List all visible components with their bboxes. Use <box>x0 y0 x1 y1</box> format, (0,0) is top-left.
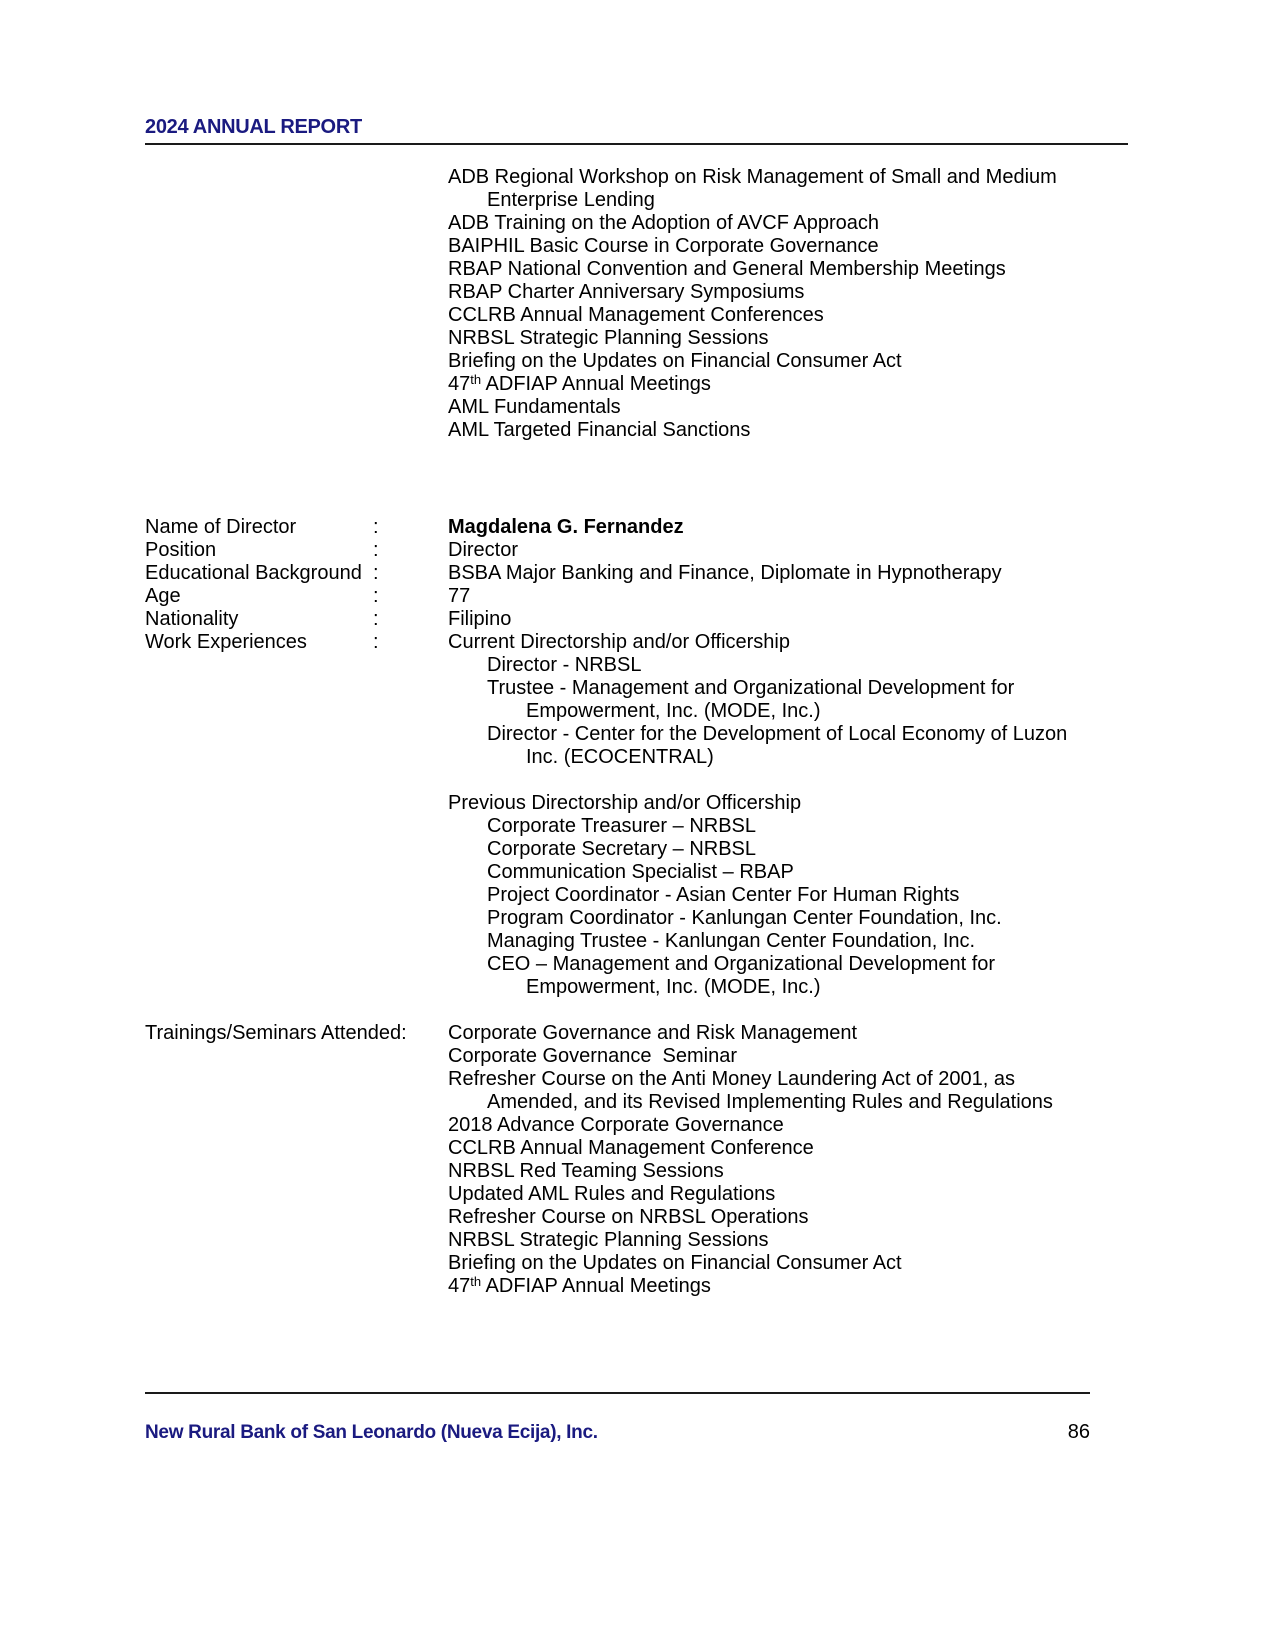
text-line: CCLRB Annual Management Conferences <box>448 304 824 326</box>
footer-page-number: 86 <box>1067 1421 1090 1443</box>
field-colon: : <box>373 585 379 607</box>
text-line: Updated AML Rules and Regulations <box>448 1183 776 1205</box>
text-line: CEO – Management and Organizational Development for <box>487 953 996 975</box>
info-row <box>145 1229 1150 1252</box>
field-label-text: Work Experiences <box>145 631 307 653</box>
text-line: Empowerment, Inc. (MODE, Inc.) <box>526 976 821 998</box>
text-run: ADFIAP Annual Meetings <box>481 373 711 395</box>
text-line: Enterprise Lending <box>487 189 655 211</box>
info-row <box>145 1160 1150 1183</box>
text-line: Amended, and its Revised Implementing Rules and Regulations <box>487 1091 1053 1113</box>
field-label <box>145 608 448 631</box>
text-line: NRBSL Strategic Planning Sessions <box>448 327 769 349</box>
info-row <box>145 631 1150 654</box>
text-line: Refresher Course on NRBSL Operations <box>448 1206 809 1228</box>
text-line <box>448 373 1148 396</box>
text-line: Project Coordinator - Asian Center For Human Rights <box>487 884 960 906</box>
text-run: ADFIAP Annual Meetings <box>481 1275 711 1297</box>
text-line: Communication Specialist – RBAP <box>487 861 794 883</box>
text-line: Briefing on the Updates on Financial Consumer Act <box>448 1252 902 1274</box>
field-label <box>145 516 448 539</box>
field-value: 77 <box>448 585 471 607</box>
field-label <box>145 539 448 562</box>
blank-line <box>448 769 1150 792</box>
report-title: 2024 ANNUAL REPORT <box>145 116 362 138</box>
superscript-text: th <box>470 372 482 387</box>
field-label <box>145 1022 448 1045</box>
info-row <box>145 585 1150 608</box>
text-line: AML Fundamentals <box>448 396 621 418</box>
info-row <box>145 930 1150 953</box>
text-line: RBAP Charter Anniversary Symposiums <box>448 281 805 303</box>
info-row <box>145 884 1150 907</box>
page-header <box>145 116 1128 145</box>
field-label <box>145 562 448 585</box>
field-label-text: Educational Background <box>145 562 362 584</box>
text-line: Corporate Governance Seminar <box>448 1045 738 1067</box>
info-row <box>145 815 1150 838</box>
info-row <box>145 1022 1150 1045</box>
text-line <box>448 1275 1150 1298</box>
blank-line <box>448 999 1150 1022</box>
text-line: Corporate Secretary – NRBSL <box>487 838 757 860</box>
field-label-text: Position <box>145 539 217 561</box>
text-line: ADB Training on the Adoption of AVCF Approach <box>448 212 880 234</box>
field-value: Corporate Governance and Risk Management <box>448 1022 858 1044</box>
info-row <box>145 953 1150 976</box>
header-rule <box>145 143 1128 145</box>
text-line: NRBSL Red Teaming Sessions <box>448 1160 724 1182</box>
info-row <box>145 1137 1150 1160</box>
text-line: Empowerment, Inc. (MODE, Inc.) <box>526 700 821 722</box>
info-row <box>145 1183 1150 1206</box>
text-line: 2018 Advance Corporate Governance <box>448 1114 784 1136</box>
info-row <box>145 539 1150 562</box>
blank-row <box>145 999 1150 1022</box>
info-row <box>145 677 1150 700</box>
trainings-continuation-list <box>448 166 1148 442</box>
field-colon: : <box>373 608 379 630</box>
info-row <box>145 1275 1150 1298</box>
info-row <box>145 1068 1150 1091</box>
field-value: Filipino <box>448 608 512 630</box>
info-row <box>145 907 1150 930</box>
info-row <box>145 838 1150 861</box>
field-value: Magdalena G. Fernandez <box>448 516 684 538</box>
text-line: BAIPHIL Basic Course in Corporate Governance <box>448 235 879 257</box>
info-row <box>145 654 1150 677</box>
text-line: Inc. (ECOCENTRAL) <box>526 746 714 768</box>
text-line: AML Targeted Financial Sanctions <box>448 419 751 441</box>
text-line: CCLRB Annual Management Conference <box>448 1137 814 1159</box>
text-line: Director - Center for the Development of Local Economy of Luzon <box>487 723 1068 745</box>
info-row <box>145 792 1150 815</box>
text-line: RBAP National Convention and General Membership Meetings <box>448 258 1006 280</box>
info-row <box>145 976 1150 999</box>
info-row <box>145 1091 1150 1114</box>
info-row <box>145 1114 1150 1137</box>
footer-bank-name: New Rural Bank of San Leonardo (Nueva Ecija), Inc. <box>145 1422 598 1443</box>
info-row <box>145 562 1150 585</box>
info-row <box>145 516 1150 539</box>
text-line: Previous Directorship and/or Officership <box>448 792 802 814</box>
field-label-text: Nationality <box>145 608 239 630</box>
info-row <box>145 746 1150 769</box>
field-value: Current Directorship and/or Officership <box>448 631 790 653</box>
field-label-text: Trainings/Seminars Attended <box>145 1022 402 1044</box>
field-value: BSBA Major Banking and Finance, Diplomate in Hypnotherapy <box>448 562 1002 584</box>
field-colon: : <box>373 516 379 538</box>
text-line: Managing Trustee - Kanlungan Center Foundation, Inc. <box>487 930 976 952</box>
superscript-text: th <box>470 1274 482 1289</box>
field-colon: : <box>373 539 379 561</box>
text-line: Refresher Course on the Anti Money Laundering Act of 2001, as <box>448 1068 1016 1090</box>
text-line: Program Coordinator - Kanlungan Center Foundation, Inc. <box>487 907 1002 929</box>
field-label <box>145 631 448 654</box>
field-value: Director <box>448 539 519 561</box>
field-label-text: Age <box>145 585 181 607</box>
page-footer <box>145 1421 1090 1444</box>
field-colon: : <box>373 631 379 653</box>
info-row <box>145 1252 1150 1275</box>
text-line: ADB Regional Workshop on Risk Management of Small and Medium <box>448 166 1057 188</box>
text-line: Director - NRBSL <box>487 654 642 676</box>
text-run: 47 <box>448 1275 471 1297</box>
text-line: NRBSL Strategic Planning Sessions <box>448 1229 769 1251</box>
field-colon: : <box>401 1022 407 1044</box>
field-label-text: Name of Director <box>145 516 297 538</box>
blank-row <box>145 769 1150 792</box>
info-row <box>145 861 1150 884</box>
info-row <box>145 700 1150 723</box>
text-run: 47 <box>448 373 471 395</box>
info-row <box>145 1206 1150 1229</box>
field-colon: : <box>373 562 379 584</box>
text-line: Corporate Treasurer – NRBSL <box>487 815 757 837</box>
info-row <box>145 1045 1150 1068</box>
info-row <box>145 723 1150 746</box>
footer-rule <box>145 1392 1090 1394</box>
field-label <box>145 585 448 608</box>
info-row <box>145 608 1150 631</box>
text-line: Briefing on the Updates on Financial Consumer Act <box>448 350 902 372</box>
text-line: Trustee - Management and Organizational Development for <box>487 677 1015 699</box>
director-profile <box>145 516 1150 1298</box>
